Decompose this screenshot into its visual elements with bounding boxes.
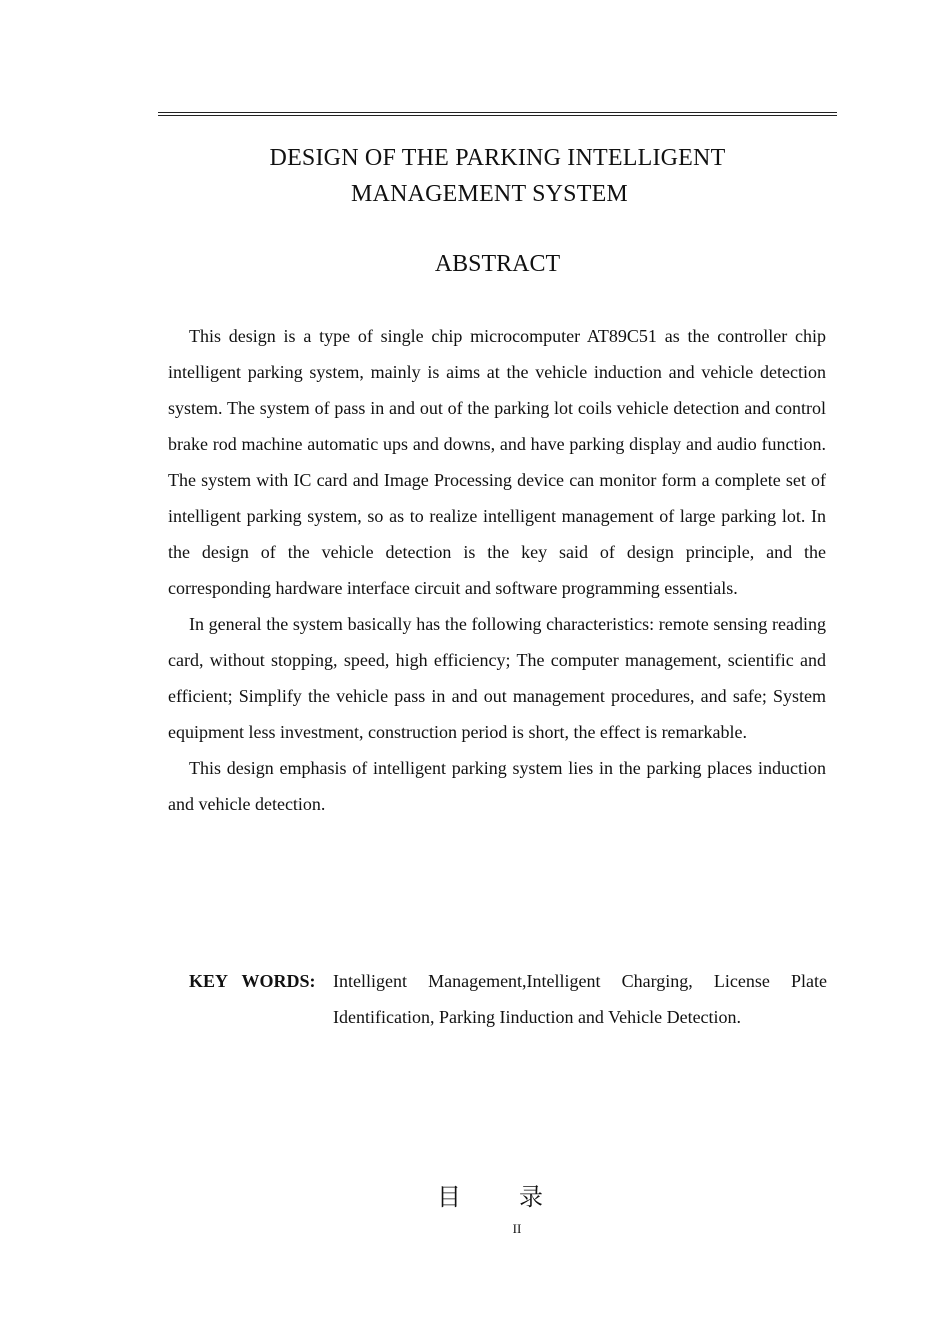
abstract-paragraph-1: This design is a type of single chip microcomputer AT89C51 as the controller chip intelligent parking system, mainly is aims at the vehicle induction and vehicle detection system. The system of pass in and out of the parking lot coils vehicle detection and control brake rod machine automatic ups and downs, and have parking display and audio function. The system with IC card and Image Processing device can monitor form a complete set of intelligent parking system, so as to realize intelligent management of large parking lot. In the design of the vehicle detection is the key said of design principle, and the corresponding hardware interface circuit and software programming essentials. [168,326,826,598]
toc-heading [400,1180,580,1214]
keywords-value: Intelligent Management,Intelligent Charging, License Plate Identification, Parking Iinduction and Vehicle Detection. [333,971,827,1027]
abstract-paragraph-2: In general the system basically has the following characteristics: remote sensing reading card, without stopping, speed, high efficiency; The computer management, scientific and efficient; Simplify the vehicle pass in and out management procedures, and safe; System equipment less investment, construction period is short, the effect is remarkable. [168,614,826,742]
keywords-label: KEY WORDS: [189,971,316,991]
header-rule-bottom [158,115,837,116]
header-rule-top [158,112,837,113]
title-line-2: MANAGEMENT SYSTEM [351,181,628,207]
keywords-block [189,963,827,1035]
abstract-paragraph-3: This design emphasis of intelligent parking system lies in the parking places induction and vehicle detection. [168,758,826,814]
abstract-body [168,318,826,822]
title-line-1: DESIGN OF THE PARKING INTELLIGENT [269,145,726,171]
toc-heading-char-2: 录 [519,1183,543,1211]
page-number: II [512,1221,522,1236]
abstract-heading: ABSTRACT [434,251,561,277]
toc-heading-char-1: 目 [437,1183,461,1211]
document-title [158,140,837,212]
